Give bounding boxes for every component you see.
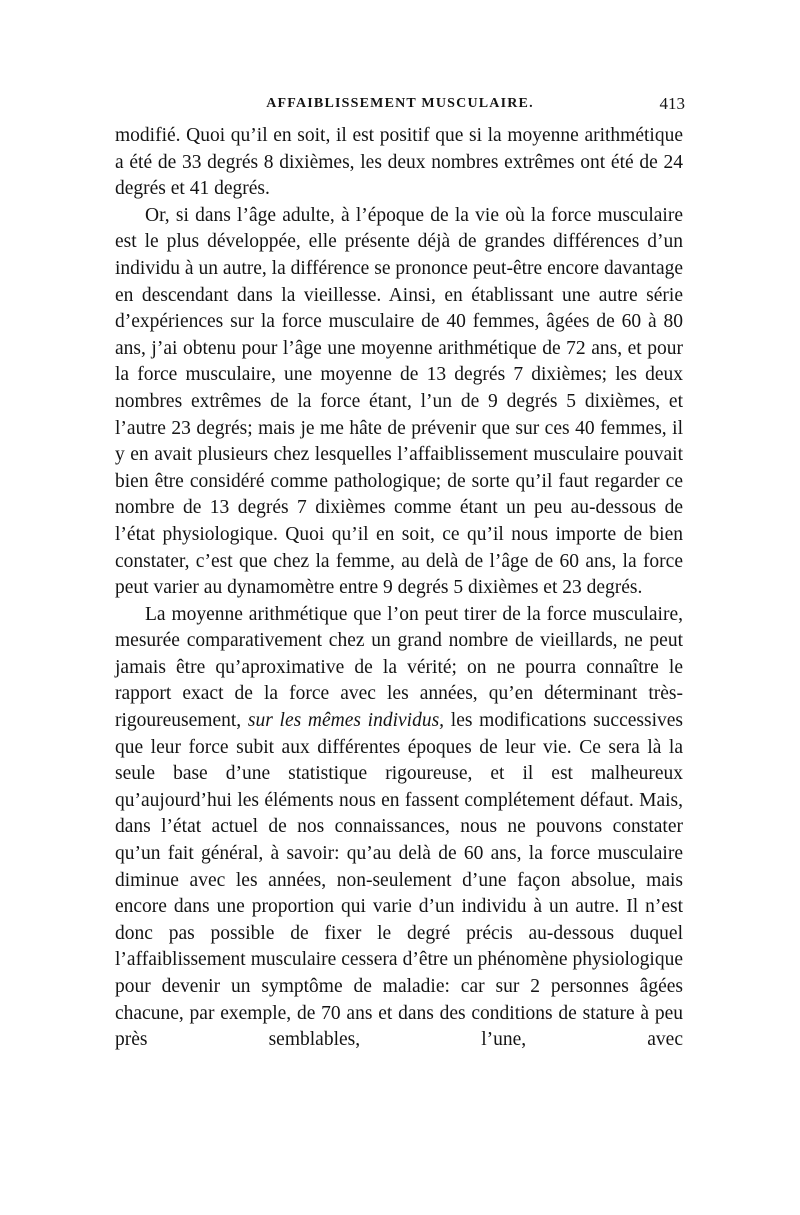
paragraph-continued: modifié. Quoi qu’il en soit, il est positif que si la moyenne arithmétique a été de 33 degrés 8 dixièmes, les deux nombres extrêmes ont été de 24 degrés et 41 degrés.: [115, 125, 683, 200]
paragraph-text: La moyenne arithmétique que l’on peut tirer de la force musculaire, mesurée comparativement chez un grand nombre de vieillards, ne peut jamais être qu’aproximative de la vérité; on ne pourra connaître le rapport exact de la force avec les années, qu’en déterminant très-rigoureusement,: [115, 603, 683, 732]
paragraph: Or, si dans l’âge adulte, à l’époque de la vie où la force musculaire est le plus développée, elle présente déjà de grandes différences d’un individu à un autre, la différence se prononce peut-être encore davantage en descendant dans la vieillesse. Ainsi, en établissant une autre série d’expériences sur la force musculaire de 40 femmes, âgées de 60 à 80 ans, j’ai obtenu pour l’âge une moyenne arithmétique de 72 ans, et pour la force musculaire, une moyenne de 13 degrés 7 dixièmes; les deux nombres extrêmes de la force étant, l’un de 9 degrés 5 dixièmes, et l’autre 23 degrés; mais je me hâte de prévenir que sur ces 40 femmes, il y en avait plusieurs chez lesquelles l’affaiblissement musculaire pouvait bien être considéré comme pathologique; de sorte qu’il faut regarder ce nombre de 13 degrés 7 dixièmes comme étant un peu au-dessous de l’état physiologique. Quoi qu’il en soit, ce qu’il nous importe de bien constater, c’est que chez la femme, au delà de l’âge de 60 ans, la force peut varier au dynamomètre entre 9 degrés 5 dixièmes et 23 degrés.: [115, 204, 683, 599]
paragraph: [115, 602, 683, 1054]
paragraph-text: les modifications successives que leur force subit aux différentes époques de leur vie. Ce sera là la seule base d’une statistique rigoureuse, et il est malheureux qu’aujourd’hui les éléments nous en fassent complétement défaut. Mais, dans l’état actuel de nos connaissances, nous ne pouvons constater qu’un fait général, à savoir: qu’au delà de 60 ans, la force musculaire diminue avec les années, non-seulement d’une façon absolue, mais encore dans une proportion qui varie d’un individu à un autre. Il n’est donc pas possible de fixer le degré précis au-dessous duquel l’affaiblissement musculaire cessera d’être un phénomène physiologique pour devenir un symptôme de maladie: car sur 2 personnes âgées chacune, par exemple, de 70 ans et dans des conditions de stature à peu près semblables, l’une, avec: [115, 710, 683, 1051]
running-title: AFFAIBLISSEMENT MUSCULAIRE.: [266, 96, 534, 111]
running-head: [115, 96, 685, 118]
body-text: [115, 123, 683, 1054]
emphasized-text: sur les mêmes individus,: [247, 710, 445, 732]
page-number: 413: [659, 94, 685, 113]
